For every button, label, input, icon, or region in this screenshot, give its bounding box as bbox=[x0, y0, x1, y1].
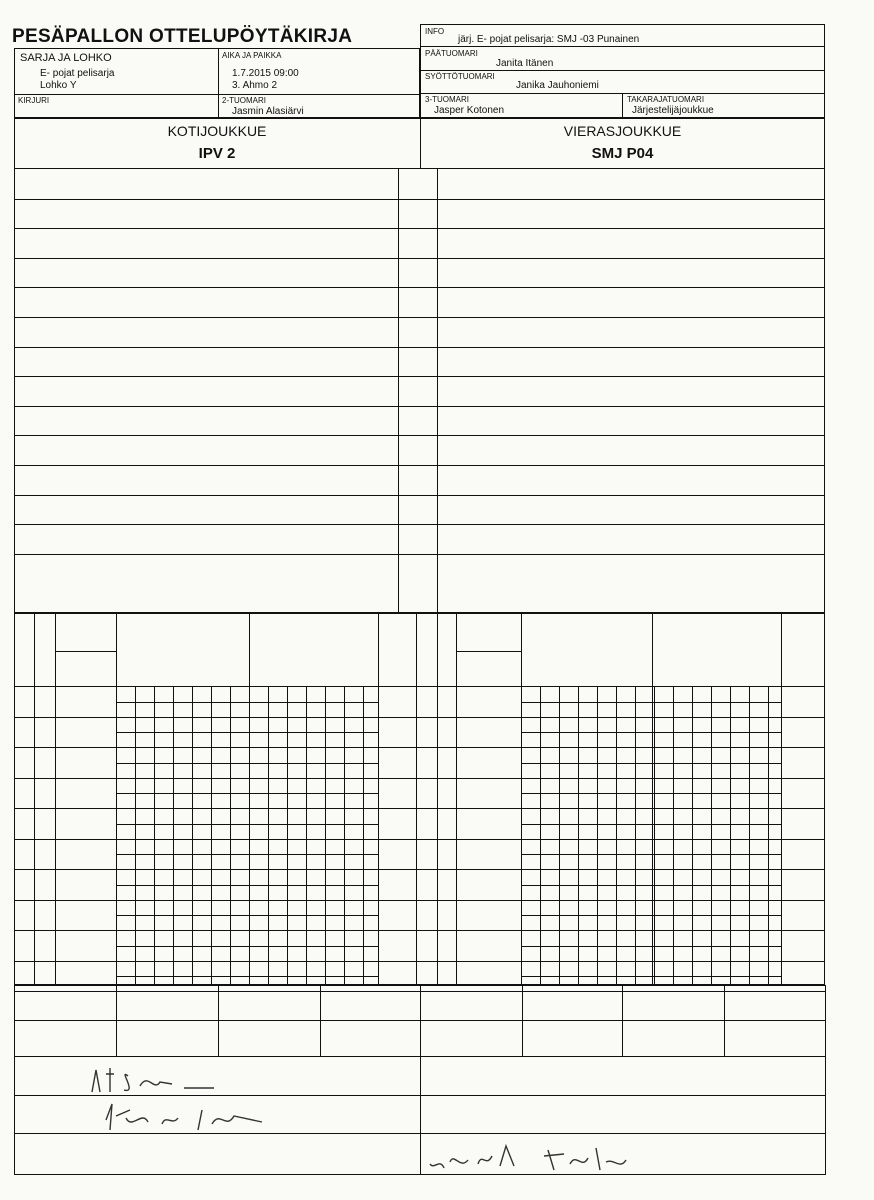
away-team-name: SMJ P04 bbox=[591, 145, 654, 162]
aika-value-2: 3. Ahmo 2 bbox=[232, 80, 278, 91]
kirjuri-label: KIRJURI bbox=[18, 96, 50, 105]
home-team-label: KOTIJOUKKUE bbox=[167, 123, 267, 139]
takarajatuomari-label: TAKARAJATUOMARI bbox=[627, 95, 705, 104]
sarja-value-2: Lohko Y bbox=[40, 80, 77, 91]
signature-bottom-1 bbox=[424, 1140, 524, 1174]
roster-box bbox=[14, 117, 825, 614]
form-title: PESÄPALLON OTTELUPÖYTÄKIRJA bbox=[12, 26, 353, 47]
syottotuomari-label: SYÖTTÖTUOMARI bbox=[425, 72, 495, 81]
takarajatuomari-value: Järjestelijäjoukkue bbox=[632, 105, 714, 116]
tuomari3-value: Jasper Kotonen bbox=[434, 105, 505, 116]
signature-bottom-2 bbox=[540, 1140, 630, 1174]
signature-kj bbox=[88, 1064, 228, 1096]
tuomari2-label: 2-TUOMARI bbox=[222, 96, 266, 105]
info-label: INFO bbox=[425, 27, 445, 36]
sarja-label: SARJA JA LOHKO bbox=[20, 52, 112, 64]
paatuomari-label: PÄÄTUOMARI bbox=[425, 49, 478, 58]
sarja-value-1: E- pojat pelisarja bbox=[40, 68, 115, 79]
paatuomari-value: Janita Itänen bbox=[496, 58, 554, 69]
home-team-name: IPV 2 bbox=[198, 145, 236, 162]
signature-vj bbox=[102, 1100, 282, 1134]
tuomari2-value: Jasmin Alasiärvi bbox=[232, 106, 304, 117]
aika-value-1: 1.7.2015 09:00 bbox=[232, 68, 299, 79]
away-team-label: VIERASJOUKKUE bbox=[563, 123, 682, 139]
syottotuomari-value: Janika Jauhoniemi bbox=[516, 80, 599, 91]
aika-label: AIKA JA PAIKKA bbox=[222, 51, 282, 60]
tuomari3-label: 3-TUOMARI bbox=[425, 95, 469, 104]
info-value: järj. E- pojat pelisarja: SMJ -03 Punainen bbox=[458, 34, 640, 45]
